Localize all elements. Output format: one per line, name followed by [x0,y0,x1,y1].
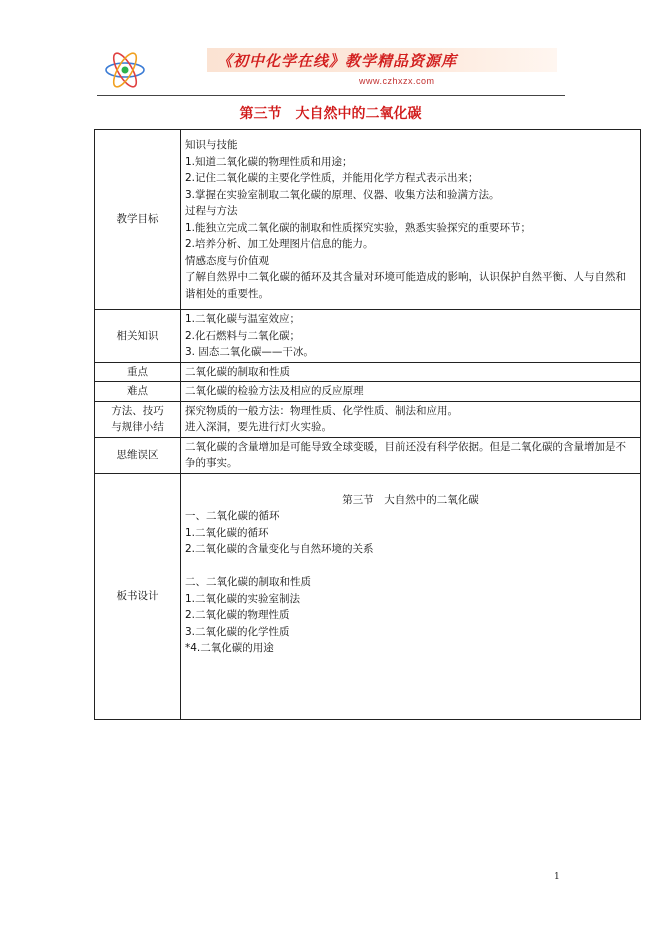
related-content [181,310,641,363]
related-line: 1.二氧化碳与温室效应； [185,313,301,325]
goals-line: 知识与技能 [185,139,238,151]
goals-line: 3.掌握在实验室制取二氧化碳的原理、仪器、收集方法和验满方法。 [185,188,500,201]
related-line: 3. 固态二氧化碳——干冰。 [185,346,314,358]
board-heading: 第三节 大自然中的二氧化碳 [342,493,479,506]
board-item: 1.二氧化碳的循环 [185,526,269,539]
board-spacer [185,558,636,575]
related-line: 2.化石燃料与二氧化碳； [185,329,301,342]
methods-label-line: 与规律小结 [111,421,164,433]
goals-line: 2.培养分析、加工处理图片信息的能力。 [185,238,374,250]
row-label-goals: 教学目标 [95,130,181,310]
table-row-goals [95,130,641,310]
row-label-difficulty: 难点 [95,382,181,402]
table-row-methods [95,401,641,437]
goals-line: 1.知道二氧化碳的物理性质和用途； [185,155,353,168]
board-item: *4.二氧化碳的用途 [185,642,274,654]
header-divider [97,95,565,96]
methods-line: 探究物质的一般方法：物理性质、化学性质、制法和应用。 [185,404,458,417]
page-title: 第三节 大自然中的二氧化碳 [239,106,422,122]
methods-label-line: 方法、技巧 [111,404,164,417]
goals-content [181,130,641,310]
board-item: 2.二氧化碳的物理性质 [185,609,290,621]
banner-title: 《初中化学在线》教学精品资源库 [217,52,458,70]
goals-paragraph: 了解自然界中二氧化碳的循环及其含量对环境可能造成的影响，认识保护自然平衡、人与自然和谐相处的重要性。 [185,271,626,300]
row-label-board: 板书设计 [95,473,181,719]
banner-url: www.czhxzx.com [359,76,435,86]
difficulty-text: 二氧化碳的检验方法及相应的反应原理 [181,382,641,402]
key-point-text: 二氧化碳的制取和性质 [181,362,641,382]
row-label-key-point: 重点 [95,362,181,382]
goals-line: 1.能独立完成二氧化碳的制取和性质探究实验，熟悉实验探究的重要环节； [185,221,532,234]
table-row-key-point [95,362,641,382]
board-content [181,473,641,719]
methods-line: 进入深洞，要先进行灯火实验。 [185,421,332,433]
row-label-related: 相关知识 [95,310,181,363]
goals-line: 情感态度与价值观 [185,254,269,267]
row-label-misconception: 思维误区 [95,437,181,473]
board-section-heading: 一、二氧化碳的循环 [185,510,280,522]
lesson-plan-table [94,129,641,720]
page-number: 1 [554,872,560,882]
table-row-board [95,473,641,719]
table-row-misconception [95,437,641,473]
board-item: 2.二氧化碳的含量变化与自然环境的关系 [185,543,374,555]
goals-line: 过程与方法 [185,205,238,217]
methods-content [181,401,641,437]
table-row-difficulty [95,382,641,402]
atom-logo-icon [103,50,147,90]
misconception-paragraph: 二氧化碳的含量增加是可能导致全球变暖，目前还没有科学依据。但是二氧化碳的含量增加是不争的事实。 [185,440,626,469]
board-item: 1.二氧化碳的实验室制法 [185,592,301,605]
goals-line: 2.记住二氧化碳的主要化学性质，并能用化学方程式表示出来； [185,172,479,184]
page-header [97,46,563,96]
board-item: 3.二氧化碳的化学性质 [185,625,290,638]
row-label-methods [95,401,181,437]
board-section-heading: 二、二氧化碳的制取和性质 [185,576,311,588]
table-row-related [95,310,641,363]
misconception-text [181,437,641,473]
